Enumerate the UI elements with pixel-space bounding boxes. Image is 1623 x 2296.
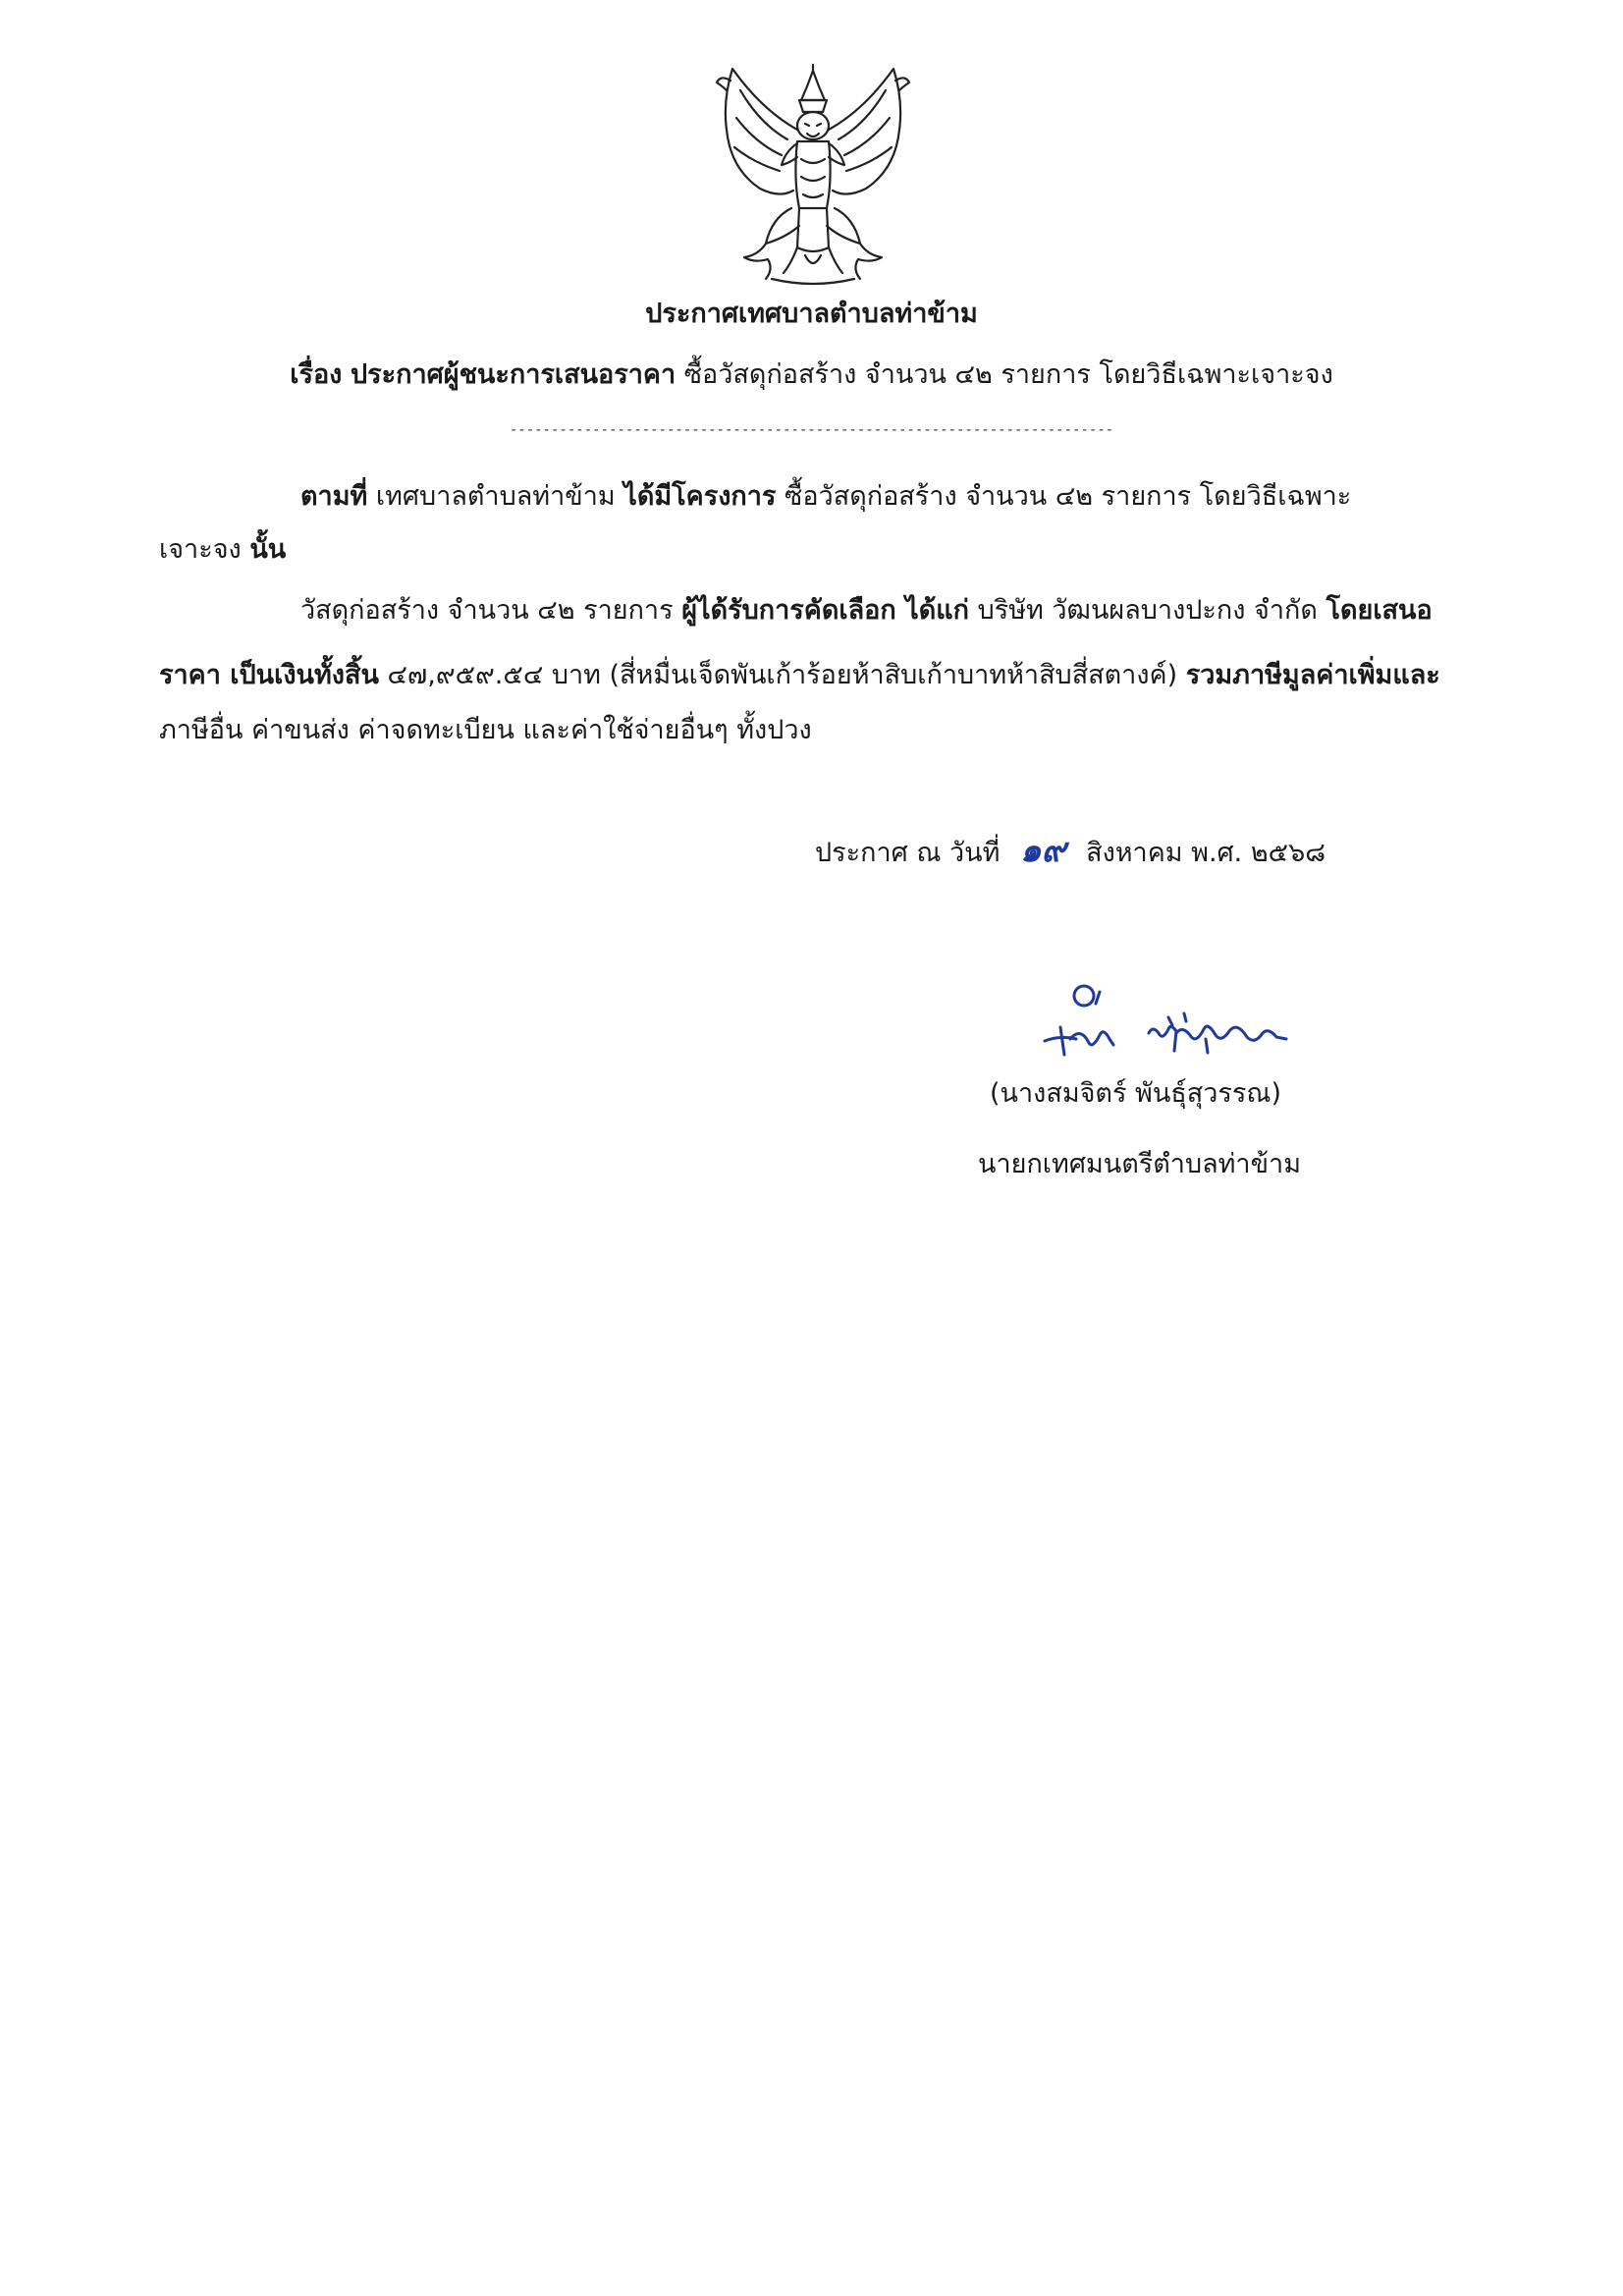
document-subject <box>0 357 1623 393</box>
paragraph1-line2 <box>159 532 286 568</box>
paragraph2-line2 <box>159 658 1440 693</box>
p2-company: บริษัท วัฒนผลบางปะกง จำกัด <box>977 595 1318 626</box>
p1-lead: ตามที่ <box>300 481 368 512</box>
paragraph2-line1 <box>300 593 1433 629</box>
p2-line1-start: วัสดุก่อสร้าง จำนวน ๔๒ รายการ <box>300 595 674 626</box>
handwritten-signature-icon <box>1041 982 1296 1065</box>
signer-position: นายกเทศมนตรีตำบลท่าข้าม <box>978 1149 1301 1179</box>
paragraph1-line1 <box>300 479 1351 515</box>
p1-mid: ได้มีโครงการ <box>623 481 777 512</box>
subject-rest: ซื้อวัสดุก่อสร้าง จำนวน ๔๒ รายการ โดยวิธีเฉพาะเจาะจง <box>683 359 1333 390</box>
p2-line1-bold: ผู้ได้รับการคัดเลือก ได้แก่ <box>681 595 969 626</box>
date-day: ๑๙ <box>1020 831 1066 870</box>
p2-line3-text: ภาษีอื่น ค่าขนส่ง ค่าจดทะเบียน และค่าใช้จ่ายอื่นๆ ทั้งปวง <box>159 715 812 745</box>
p1-org: เทศบาลตำบลท่าข้าม <box>375 481 616 512</box>
date-prefix: ประกาศ ณ วันที่ <box>815 838 1001 868</box>
p2-line2-bold: ราคา เป็นเงินทั้งสิ้น <box>159 660 379 690</box>
announcement-date <box>815 833 1325 871</box>
p1-line2-text: เจาะจง <box>159 534 242 565</box>
divider-line: ------------------------------------------------------------------------- <box>509 422 1114 438</box>
p2-line1-end: โดยเสนอ <box>1325 595 1433 626</box>
document-title-text: ประกาศเทศบาลตำบลท่าข้าม <box>645 299 978 329</box>
p1-line2-bold: นั้น <box>249 534 287 565</box>
garuda-emblem-icon <box>703 61 923 289</box>
date-month-year: สิงหาคม พ.ศ. ๒๕๖๘ <box>1086 838 1326 868</box>
document-title <box>0 297 1623 332</box>
p2-line2-end: รวมภาษีมูลค่าเพิ่มและ <box>1185 660 1440 690</box>
paragraph2-line3 <box>159 713 812 748</box>
p1-rest: ซื้อวัสดุก่อสร้าง จำนวน ๔๒ รายการ โดยวิธีเฉพาะ <box>784 481 1352 512</box>
signer-name: (นางสมจิตร์ พันธุ์สุวรรณ) <box>990 1078 1282 1109</box>
subject-label: เรื่อง <box>290 359 343 390</box>
subject-bold: ประกาศผู้ชนะการเสนอราคา <box>350 359 676 390</box>
p2-amount: ๔๗,๙๕๙.๕๔ บาท (สี่หมื่นเจ็ดพันเก้าร้อยห้าสิบเก้าบาทห้าสิบสี่สตางค์) <box>387 660 1178 690</box>
